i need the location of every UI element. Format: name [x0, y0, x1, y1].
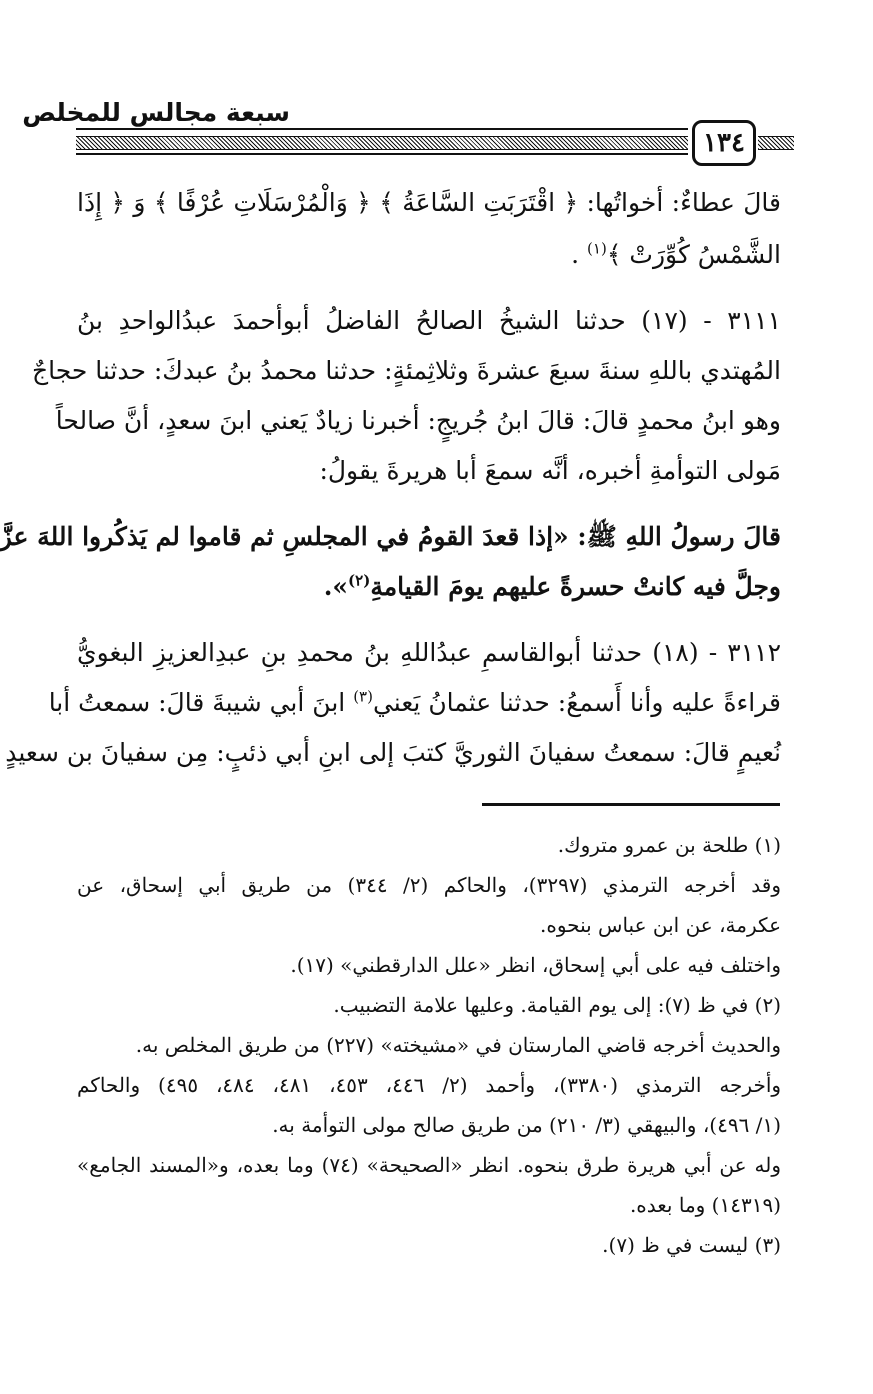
footnote-line-8: (١/ ٤٩٦)، والبيهقي (٣/ ٢١٠) من طريق صالح مولى التوأمة به. [272, 1113, 781, 1137]
text-line-5: وهو ابنُ محمدٍ قالَ: قالَ ابنُ جُريجٍ: أخبرنا زيادٌ يَعني ابنَ سعدٍ، أنَّ صالحاً [55, 406, 781, 435]
text-line-2-end: . [571, 240, 580, 269]
page-number [692, 120, 756, 166]
footnote-line-2: وقد أخرجه الترمذي (٣٢٩٧)، والحاكم (٢/ ٣٤٤) من طريق أبي إسحاق، عن [77, 873, 782, 897]
text-line-2-text: الشَّمْسُ كُوِّرَتْ ﴾ [606, 240, 781, 269]
text-line-11: نُعيمٍ قالَ: سمعتُ سفيانَ الثوريَّ كتبَ إلى ابنِ أبي ذئبٍ: مِن سفيانَ بن سعيدٍ [5, 738, 781, 767]
footnote-ref-3: (٣) [353, 687, 373, 706]
hadith-line-1: قالَ رسولُ اللهِ ﷺ: «إذا قعدَ القومُ في المجلسِ ثم قاموا لم يَذكُروا اللهَ عزَّ [0, 522, 781, 551]
text-line-6: مَولى التوأمةِ أخبره، أنَّه سمعَ أبا هريرةَ يقولُ: [319, 456, 781, 485]
footnote-line-1: (١) طلحة بن عمرو متروك. [557, 833, 781, 857]
text-line-10 [48, 684, 781, 722]
text-line-4: المُهتدي باللهِ سنةَ سبعَ عشرةَ وثلاثِمئةٍ: حدثنا محمدُ بنُ عبدكَ: حدثنا حجاجٌ [31, 356, 781, 385]
hadith-line-2-end: ». [323, 572, 349, 601]
footnote-line-4: واختلف فيه على أبي إسحاق، انظر «علل الدارقطني» (١٧). [290, 953, 781, 977]
footnote-ref-2: (٢) [348, 571, 371, 590]
header-rule-right [758, 136, 794, 150]
header-rule-top [76, 128, 688, 130]
page-number-text: ١٣٤ [703, 128, 745, 158]
hadith-line-2-text: وجلَّ فيه كانتْ حسرةً عليهم يومَ القيامةِ [370, 572, 781, 601]
text-line-9: ٣١١٢ - (١٨) حدثنا أبوالقاسمِ عبدُاللهِ بنُ محمدِ بنِ عبدِالعزيزِ البغويُّ [77, 638, 781, 667]
footnote-separator [482, 803, 780, 806]
text-line-10-b: ابنَ أبي شيبةَ قالَ: سمعتُ أبا [48, 688, 346, 717]
footnote-line-9: وله عن أبي هريرة طرق بنحوه. انظر «الصحيحة» (٧٤) وما بعده، و«المسند الجامع» [77, 1153, 781, 1177]
running-title: سبعة مجالس للمخلص [22, 98, 290, 127]
footnote-line-6: والحديث أخرجه قاضي المارستان في «مشيخته» (٢٢٧) من طريق المخلص به. [135, 1033, 781, 1057]
footnote-line-10: (١٤٣١٩) وما بعده. [629, 1193, 781, 1217]
footnote-line-5: (٢) في ظ (٧): إلى يوم القيامة. وعليها علامة التضبيب. [333, 993, 781, 1017]
header-rule-band [76, 136, 688, 150]
text-line-3: ٣١١١ - (١٧) حدثنا الشيخُ الصالحُ الفاضلُ أبوأحمدَ عبدُالواحدِ بنُ [77, 306, 781, 335]
hadith-line-2 [77, 568, 781, 606]
text-line-2 [77, 236, 781, 274]
text-line-10-a: قراءةً عليه وأنا أَسمعُ: حدثنا عثمانُ يَعني [372, 688, 781, 717]
text-line-1: قالَ عطاءٌ: أخواتُها: ﴿ اقْتَرَبَتِ السَّاعَةُ ﴾ ﴿ وَالْمُرْسَلَاتِ عُرْفًا ﴾ وَ ﴿ إِذَا [77, 188, 781, 217]
footnote-line-7: وأخرجه الترمذي (٣٣٨٠)، وأحمد (٢/ ٤٤٦، ٤٥٣، ٤٨١، ٤٨٤، ٤٩٥) والحاكم [77, 1073, 782, 1097]
footnote-line-11: (٣) ليست في ظ (٧). [602, 1233, 781, 1257]
footnote-line-3: عكرمة، عن ابن عباس بنحوه. [540, 913, 781, 937]
header-rule-bottom [76, 153, 688, 155]
page-header [0, 0, 873, 175]
footnote-ref-1: (١) [587, 239, 607, 258]
